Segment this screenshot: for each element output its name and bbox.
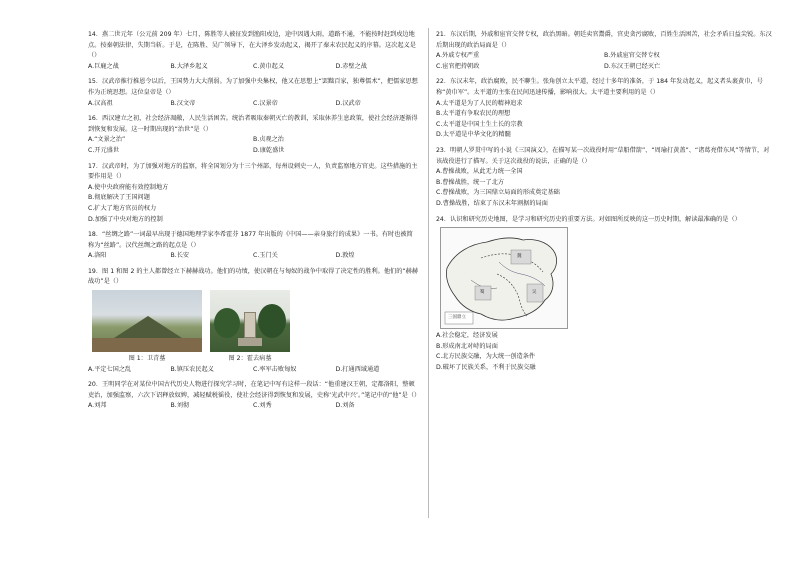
options (88, 135, 418, 156)
option-d: D.刘备 (335, 402, 355, 410)
options (88, 251, 418, 262)
option-c: C.开元盛世 (88, 146, 120, 154)
option-a: A.曹操战败，从此无力统一全国 (436, 168, 523, 176)
question-20 (88, 380, 421, 412)
option-b: B.大泽乡起义 (170, 62, 208, 70)
option-b: B.汉文帝 (170, 99, 196, 107)
left-column (88, 30, 421, 417)
question-21 (436, 30, 772, 72)
option-d: D.赤壁之战 (335, 62, 367, 70)
photo-1 (92, 290, 202, 365)
option-c: C.黄巾起义 (253, 62, 285, 70)
option-d: D.敦煌 (335, 252, 355, 260)
option-d: D.汉武帝 (335, 99, 361, 107)
option-b: B.贞观之治 (253, 136, 284, 144)
map-outline (441, 228, 567, 328)
option-a: A.“文景之治” (88, 136, 126, 144)
option-c: C.率军击败匈奴 (253, 365, 297, 373)
question-stem: 24．认识和研究历史地图，是学习和研究历史的重要方法。对如图所反映的这一历史时期，解读最准确的是（） (436, 215, 741, 223)
question-22 (436, 77, 772, 141)
map-legend: 三国鼎立 (448, 315, 466, 321)
option-b: B.长安 (170, 252, 190, 260)
options (436, 331, 772, 373)
question-24 (436, 215, 772, 374)
option-a: A.巨鹿之战 (88, 62, 119, 70)
question-stem: 16．西汉建立之初，社会经济凋敝，人民生活困苦。统治者吸取秦朝灭亡的教训，采取休养生息政策，使社会经济逐渐得到恢复和发展。这一时期出现的“治世”是（） (88, 115, 418, 133)
question-18 (88, 230, 418, 262)
map-label-wu: 吴 (532, 290, 537, 296)
option-c: C.汉景帝 (253, 99, 278, 107)
map-label-wei: 魏 (517, 254, 522, 260)
options (436, 99, 772, 141)
question-stem: 21．东汉后期，外戚和宦官交替专权，政治黑暗。朝廷卖官鬻爵，官吏贪污腐败，百姓生活困苦，社会矛盾日益尖锐。东汉后期出现的政治局面是（） (436, 31, 772, 49)
question-stem: 14．燕二世元年（公元前 209 年）七月，陈胜等人被征发到渔阳戍边，途中因遇大雨，道路不通，不能按时赶到戍边地点。按秦朝法律，失期当斩。于是，在陈胜、吴广领导下，在大泽乡发动起义，揭开了秦末农民起义的序幕。这次起义是（） (88, 31, 416, 60)
right-column (436, 30, 772, 378)
question-stem: 20．王明同学在对某位中国古代历史人物进行探究学习时，在笔记中写有这样一段话：“他重建汉王朝，定都洛阳，整顿吏治，加强监察，六次下诏释放奴婢，减轻赋税徭役，使社会经济得到恢复和发展，史称‘光武中兴’。”笔记中的“他”是（） (88, 381, 421, 399)
option-d: D.破坏了民族关系，不利于民族交融 (436, 363, 536, 371)
options (88, 62, 418, 73)
option-c: C.宦官把持朝政 (436, 62, 480, 70)
map-label-shu: 蜀 (480, 290, 485, 296)
tomb-photo-2 (210, 290, 290, 352)
option-a: A.平定七国之乱 (88, 365, 132, 373)
question-stem: 23．明朝人罗贯中写的小说《三国演义》，在描写某一次战役时用“草船借箭”、“周瑜打黄盖”、“诸葛亮借东风”等情节，对该战役进行了描写。关于这次战役的说法，正确的是（） (436, 146, 770, 165)
option-c: C.曹操战败，为三国鼎立局面的形成奠定基础 (436, 189, 560, 197)
option-a: A.汉高祖 (88, 99, 113, 107)
option-b: B.彻底解决了王国问题 (88, 194, 150, 202)
question-stem: 22．东汉末年，政治腐败，民不聊生。张角创立太平道，经过十多年的准备，于 184 年发动起义，起义者头裹黄巾，号称“黄巾军”。太平道的主张在民间迅速传播，影响很大。太平道主要利用的是（） (436, 78, 763, 96)
option-d: D.康乾盛世 (253, 146, 285, 154)
option-a: A.太平道是为了人民的精神追求 (436, 99, 523, 107)
options (436, 167, 772, 209)
tomb-photo-1 (92, 290, 202, 352)
photo-2 (210, 290, 320, 365)
question-stem: 18．“丝绸之路”一词最早出现于德国地理学家李希霍芬 1877 年出版的《中国——亲身旅行的成果》一书。有时也被简称为“丝路”。汉代丝绸之路的起点是（） (88, 231, 413, 249)
option-b: B.形成南北对峙的局面 (436, 342, 498, 350)
three-kingdoms-map (440, 227, 568, 329)
option-b: B.太平道有争取农民的理想 (436, 110, 511, 118)
question-stem: 19．图 1 和图 2 的主人都曾经立下赫赫战功。他们的功绩，使汉朝在与匈奴的战争中取得了决定性的胜利。他们的“赫赫战功”是（） (88, 267, 419, 286)
option-b: B.刘彻 (170, 402, 190, 410)
question-stem: 17．汉武帝时，为了加强对地方的监察，将全国划分为十三个州部，每州设刺史一人，负责监察地方官吏。这些措施的主要作用是（） (88, 162, 418, 181)
question-23 (436, 146, 772, 210)
option-a: A.社会稳定，经济发展 (436, 332, 498, 340)
option-b: B.镇压农民起义 (170, 365, 214, 373)
options (88, 365, 418, 376)
option-d: D.曹操战胜，结束了东汉末年割据的局面 (436, 199, 548, 207)
options (436, 51, 772, 72)
option-b: B.外戚宦官交替专权 (604, 52, 660, 60)
photo-caption: 图 1：卫青墓 (128, 355, 166, 363)
option-c: C.刘秀 (253, 402, 272, 410)
question-19 (88, 267, 418, 375)
option-d: D.太平道是中华文化的精髓 (436, 131, 511, 139)
option-d: D.加强了中央对地方的控制 (88, 215, 163, 223)
option-d: D.东汉王朝已经灭亡 (604, 62, 661, 70)
option-b: B.曹操战胜，统一了北方 (436, 178, 505, 186)
photo-caption: 图 2：霍去病墓 (228, 355, 272, 363)
question-17 (88, 162, 418, 226)
option-c: C.玉门关 (253, 252, 278, 260)
question-16 (88, 114, 418, 156)
question-stem: 15．汉武帝推行推恩令以后，王国势力大大削弱。为了加强中央集权，他又在思想上“罢黜百家，独尊儒术”，把儒家思想作为正统思想。这位皇帝是（） (88, 78, 418, 96)
options (88, 183, 418, 225)
options (88, 401, 418, 412)
photo-row (92, 290, 418, 365)
option-a: A.使中央政府能有效控制地方 (88, 183, 169, 191)
options (88, 99, 418, 110)
question-14 (88, 30, 418, 72)
question-15 (88, 77, 418, 109)
option-c: C.太平道是中国土生土长的宗教 (436, 120, 523, 128)
column-divider (428, 28, 429, 518)
option-a: A.洛阳 (88, 252, 107, 260)
option-a: A.刘邦 (88, 402, 107, 410)
option-d: D.打通西域通道 (335, 365, 380, 373)
option-c: C.扩大了地方官员的权力 (88, 204, 157, 212)
option-a: A.外戚专权严重 (436, 52, 480, 60)
option-c: C.北方民族交融，为大统一创造条件 (436, 353, 536, 361)
